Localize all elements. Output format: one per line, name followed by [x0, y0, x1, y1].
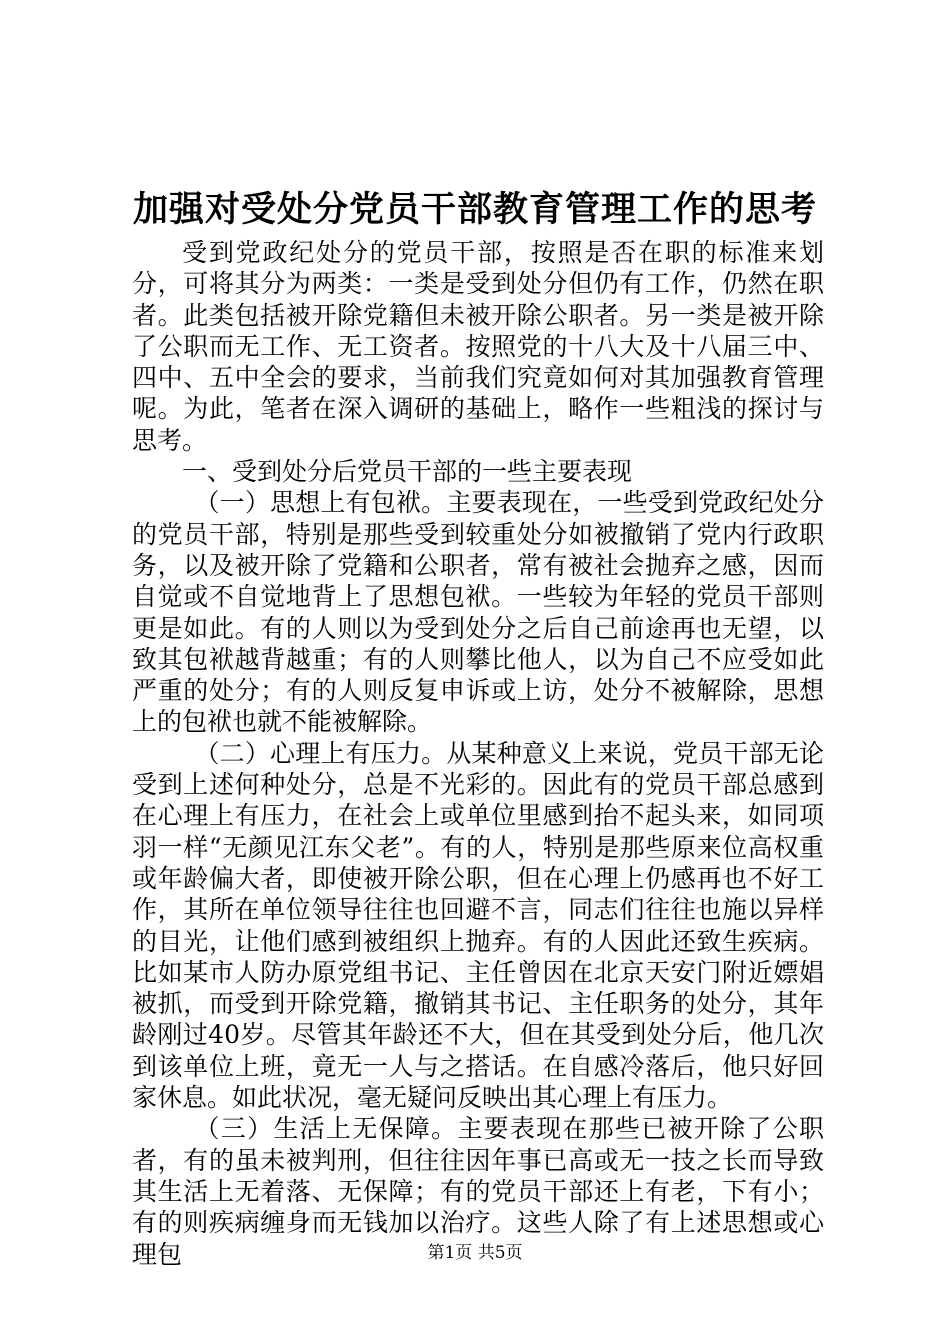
subsection-paragraph-3: （三）生活上无保障。主要表现在那些已被开除了公职者，有的虽未被判刑，但往往因年事已高或无一技之长而导致其生活上无着落、无保障；有的党员干部还上有老，下有小；有的则疾病缠身而无钱加以治疗。这些人除了有上述思想或心理包 — [132, 1114, 824, 1269]
intro-paragraph: 受到党政纪处分的党员干部，按照是否在职的标准来划分，可将其分为两类：一类是受到处分但仍有工作，仍然在职者。此类包括被开除党籍但未被开除公职者。另一类是被开除了公职而无工作、无工资者。按照党的十八大及十八届三中、四中、五中全会的要求，当前我们究竟如何对其加强教育管理呢。为此，笔者在深入调研的基础上，略作一些粗浅的探讨与思考。 — [132, 238, 824, 455]
document-body — [132, 237, 824, 1270]
subsection-paragraph-1: （一）思想上有包袱。主要表现在，一些受到党政纪处分的党员干部，特别是那些受到较重处分如被撤销了党内行政职务，以及被开除了党籍和公职者，常有被社会抛弃之感，因而自觉或不自觉地背上了思想包袱。一些较为年轻的党员干部则更是如此。有的人则以为受到处分之后自己前途再也无望，以致其包袱越背越重；有的人则攀比他人，以为自己不应受如此严重的处分；有的人则反复申诉或上访，处分不被解除，思想上的包袱也就不能被解除。 — [132, 488, 824, 737]
page-footer: 第1页 共5页 — [427, 1243, 523, 1263]
document-title: 加强对受处分党员干部教育管理工作的思考 — [132, 189, 817, 230]
subsection-paragraph-2: （二）心理上有压力。从某种意义上来说，党员干部无论受到上述何种处分，总是不光彩的。因此有的党员干部总感到在心理上有压力，在社会上或单位里感到抬不起头来，如同项羽一样“无颜见江东父老”。有的人，特别是那些原来位高权重或年龄偏大者，即使被开除公职，但在心理上仍感再也不好工作，其所在单位领导往往也回避不言，同志们往往也施以异样的目光，让他们感到被组织上抛弃。有的人因此还致生疾病。比如某市人防办原党组书记、主任曾因在北京天安门附近嫖娼被抓，而受到开除党籍，撤销其书记、主任职务的处分，其年龄刚过40岁。尽管其年龄还不大，但在其受到处分后，他几次到该单位上班，竟无一人与之搭话。在自感冷落后，他只好回家休息。如此状况，毫无疑问反映出其心理上有压力。 — [132, 738, 824, 1113]
section-heading: 一、受到处分后党员干部的一些主要表现 — [182, 457, 633, 487]
